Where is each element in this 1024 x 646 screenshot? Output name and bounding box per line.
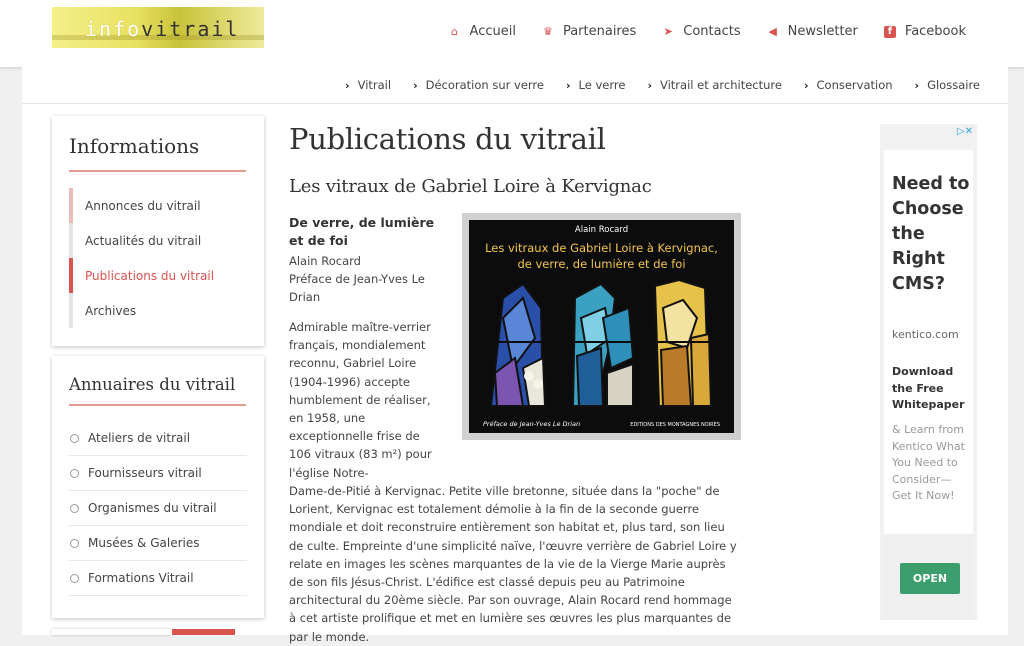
top-nav-label: Accueil: [469, 24, 516, 39]
site-logo[interactable]: [52, 7, 264, 48]
chevron-right-icon: ›: [647, 78, 652, 92]
category-nav-vitrail[interactable]: [345, 78, 391, 92]
sidebar-item-actualites[interactable]: Actualités du vitrail: [69, 223, 246, 258]
sidebar-item-label: Fournisseurs vitrail: [88, 466, 202, 480]
book-cover-image: [462, 213, 741, 440]
article-text-intro: Admirable maître-verrier français, mondialement reconnu, Gabriel Loire (1904-1996) accepte humblement de réaliser, en 1958, une exceptionnelle frise de 106 vitraux (83 m²) pour l'église Notre-: [289, 320, 432, 480]
sidebar-informations-title: Informations: [69, 134, 200, 158]
circle-bullet-icon: [70, 574, 79, 583]
category-nav-label: Conservation: [816, 78, 893, 92]
category-nav-decoration[interactable]: [413, 78, 544, 92]
top-nav-partenaires[interactable]: [542, 24, 636, 39]
category-nav-le-verre[interactable]: [566, 78, 625, 92]
ad-domain: kentico.com: [892, 328, 959, 341]
category-nav-label: Vitrail: [357, 78, 392, 92]
sidebar-item-fournisseurs[interactable]: [69, 456, 247, 491]
category-nav-conservation[interactable]: [804, 78, 893, 92]
book-cover: [469, 220, 734, 433]
ad-footer: [884, 534, 973, 620]
chevron-right-icon: ›: [345, 78, 350, 92]
ad-open-button[interactable]: OPEN: [900, 563, 960, 594]
top-nav: [423, 24, 966, 39]
top-nav-label: Contacts: [683, 24, 741, 39]
chevron-right-icon: ›: [413, 78, 418, 92]
search-button-partial[interactable]: [172, 629, 235, 635]
top-nav-newsletter[interactable]: [767, 24, 858, 39]
chevron-right-icon: ›: [565, 78, 571, 92]
divider: [69, 404, 246, 406]
chevron-right-icon: ›: [803, 78, 809, 92]
top-nav-label: Newsletter: [787, 24, 858, 39]
category-nav-glossaire[interactable]: [915, 78, 980, 92]
advertisement: [880, 124, 977, 620]
sidebar-item-publications[interactable]: Publications du vitrail: [69, 258, 246, 293]
sidebar-item-label: Formations Vitrail: [88, 571, 194, 585]
ad-description: & Learn from Kentico What You Need to Consider— Get It Now!: [892, 423, 965, 502]
circle-bullet-icon: [70, 504, 79, 513]
ad-subhead: Download the Free Whitepaper: [892, 365, 965, 411]
cover-preface: Préface de Jean-Yves Le Drian: [483, 420, 581, 428]
page-title: Publications du vitrail: [289, 122, 606, 156]
sidebar-item-label: Organismes du vitrail: [88, 501, 217, 515]
logo-text: [85, 17, 239, 41]
sidebar-annuaires: [52, 356, 264, 618]
sidebar-annuaires-title: Annuaires du vitrail: [69, 375, 236, 394]
chevron-right-icon: ›: [914, 78, 920, 92]
book-author: Alain Rocard: [289, 254, 361, 268]
top-nav-contacts[interactable]: [662, 24, 740, 39]
article-heading: Les vitraux de Gabriel Loire à Kervignac: [289, 176, 652, 197]
home-icon: ⌂: [451, 25, 459, 38]
book-subtitle: De verre, de lumière et de foi: [289, 215, 435, 248]
category-nav-label: Glossaire: [927, 78, 980, 92]
sidebar-item-label: Musées & Galeries: [88, 536, 200, 550]
logo-text-info: info: [85, 17, 142, 41]
informations-list: [69, 188, 246, 328]
book-preface: Préface de Jean-Yves Le Drian: [289, 272, 425, 304]
cover-title: [469, 240, 734, 272]
adchoices-icon[interactable]: ▷✕: [956, 126, 973, 137]
ad-card[interactable]: [884, 150, 973, 620]
category-nav-architecture[interactable]: [647, 78, 782, 92]
top-nav-facebook[interactable]: [884, 24, 966, 39]
annuaires-list: [69, 421, 247, 596]
stained-glass-artwork: [483, 278, 720, 408]
send-icon: ➤: [663, 25, 673, 38]
category-nav-label: Décoration sur verre: [425, 78, 544, 92]
circle-bullet-icon: [70, 469, 79, 478]
cover-publisher: EDITIONS DES MONTAGNES NOIRES: [630, 422, 720, 428]
sidebar-item-annonces[interactable]: Annonces du vitrail: [69, 188, 246, 223]
sidebar-item-formations[interactable]: [69, 561, 247, 596]
category-nav-label: Le verre: [578, 78, 626, 92]
circle-bullet-icon: [70, 434, 79, 443]
ad-headline[interactable]: Need to Choose the Right CMS?: [892, 174, 970, 294]
sidebar-informations: [52, 116, 264, 346]
top-nav-label: Partenaires: [562, 24, 637, 39]
sidebar-item-archives[interactable]: Archives: [69, 293, 246, 328]
top-nav-accueil[interactable]: [449, 24, 516, 39]
cover-title-line: Les vitraux de Gabriel Loire à Kervignac,: [485, 241, 718, 255]
category-nav: [22, 67, 1008, 104]
sidebar-item-ateliers[interactable]: [69, 421, 247, 456]
divider: [69, 170, 246, 172]
cover-title-line: de verre, de lumière et de foi: [517, 257, 686, 271]
category-nav-label: Vitrail et architecture: [659, 78, 782, 92]
trophy-icon: ♛: [543, 25, 553, 38]
logo-text-vitrail: vitrail: [141, 17, 240, 41]
sidebar-item-musees[interactable]: [69, 526, 247, 561]
cover-author: Alain Rocard: [574, 225, 629, 235]
facebook-icon: f: [884, 26, 896, 38]
sidebar-item-organismes[interactable]: [69, 491, 247, 526]
article-text-body: Dame-de-Pitié à Kervignac. Petite ville bretonne, située dans la "poche" de Lorient, Kervignac est totalement démolie à la fin de la seconde guerre mondiale et doit reconstruire entièrement son habitat et, plus tard, son lieu de culte. Empreinte d'une simplicité naïve, l'œuvre verrière de Gabriel Loire y relate en images les scènes marquantes de la vie de la Vierge Marie auprès de son fils Jésus-Christ. L'édifice est classé depuis peu au Patrimoine architectural du 20ème siècle. Par son ouvrage, Alain Rocard rend hommage à cet artiste prolifique et met en lumière ses œuvres les plus marquantes de par le monde.: [289, 484, 737, 644]
book-meta: [289, 252, 449, 306]
circle-bullet-icon: [70, 539, 79, 548]
site-header: [0, 0, 1024, 67]
search-input-partial[interactable]: [52, 629, 172, 635]
sidebar-item-label: Ateliers de vitrail: [88, 431, 191, 445]
megaphone-icon: ◀: [768, 25, 777, 38]
top-nav-label: Facebook: [904, 24, 966, 39]
